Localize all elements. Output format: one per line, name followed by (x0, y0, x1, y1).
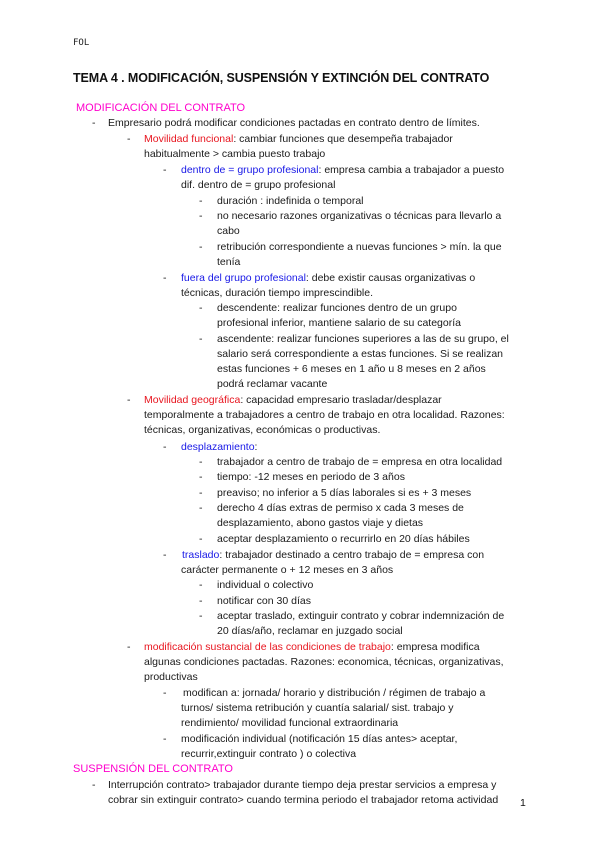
dentro-item-2-line-1: no necesario razones organizativas o técnicas para llevarlo a (217, 210, 502, 222)
sustancial-line-3: productivas (144, 671, 198, 683)
movilidad-geografica-line-1: Movilidad geográfica: capacidad empresario trasladar/desplazar (144, 394, 442, 406)
fuera-item-2-line-2: salario será correspondiente a estas funciones. Si se realizan (217, 348, 503, 360)
sustancial-line-2: algunas condiciones pactadas. Razones: economica, técnicas, organizativas, (144, 656, 504, 668)
dash-marker: - (127, 641, 131, 653)
dentro-grupo-line-2: dif. dentro de = grupo profesional (181, 179, 336, 191)
fuera-item-2-line-3: estas funciones + 6 meses en 1 año u 8 meses en 2 años (217, 363, 486, 375)
dash-marker: - (92, 779, 96, 791)
suspension-line-2: cobrar sin extinguir contrato> cuando termina periodo el trabajador retoma actividad (108, 794, 499, 806)
desplazamiento-item-4-line-1: derecho 4 días extras de permiso x cada 3 meses de (217, 502, 464, 514)
sustancial-item-2-line-2: recurrir,extinguir contrato ) o colectiva (181, 748, 357, 760)
header-tag: FOL (73, 38, 90, 48)
sustancial-item-1-line-2: turnos/ sistema retribución y cuantía salarial/ sist. trabajo y (181, 702, 454, 714)
sustancial-item-2-line-1: modificación individual (notificación 15 días antes> aceptar, (181, 733, 458, 745)
dash-marker: - (199, 456, 203, 468)
desplazamiento-item-2: tiempo: -12 meses en periodo de 3 años (217, 471, 405, 483)
dentro-item-2-line-2: cabo (217, 225, 240, 237)
dash-marker: - (199, 302, 203, 314)
movilidad-funcional-line-2: habitualmente > cambia puesto trabajo (144, 148, 326, 160)
dash-marker: - (92, 117, 96, 129)
dash-marker: - (163, 733, 167, 745)
sustancial-item-1-line-1: modifican a: jornada/ horario y distribución / régimen de trabajo a (183, 687, 486, 699)
sustancial-item-1-line-3: rendimiento/ movilidad funcional extraordinaria (181, 717, 399, 729)
dash-marker: - (199, 610, 203, 622)
sustancial-label: modificación sustancial de las condiciones de trabajo (144, 641, 391, 653)
fuera-grupo-label: fuera del grupo profesional (181, 272, 306, 284)
dash-marker: - (199, 502, 203, 514)
traslado-item-1: individual o colectivo (217, 579, 314, 591)
dash-marker: - (199, 195, 203, 207)
dash-marker: - (199, 579, 203, 591)
movilidad-geografica-label: Movilidad geográfica (144, 394, 241, 406)
fuera-grupo-line-2: técnicas, duración tiempo imprescindible. (181, 287, 374, 299)
dentro-grupo-label: dentro de = grupo profesional (181, 164, 319, 176)
fuera-item-1-line-1: descendente: realizar funciones dentro de un grupo (217, 302, 457, 314)
movilidad-funcional-label: Movilidad funcional (144, 133, 234, 145)
fuera-item-2-line-1: ascendente: realizar funciones superiores a las de su grupo, el (217, 333, 509, 345)
dash-marker: - (199, 333, 203, 345)
fuera-item-2-line-4: podrá reclamar vacante (217, 378, 328, 390)
dash-marker: - (163, 687, 167, 699)
page-title: TEMA 4 . MODIFICACIÓN, SUSPENSIÓN Y EXTINCIÓN DEL CONTRATO (73, 71, 490, 85)
dash-marker: - (163, 272, 167, 284)
section-heading-suspension: SUSPENSIÓN DEL CONTRATO (73, 763, 233, 775)
suspension-line-1: Interrupción contrato> trabajador durante tiempo deja prestar servicios a empresa y (108, 779, 497, 791)
dentro-grupo-line-1: dentro de = grupo profesional: empresa cambia a trabajador a puesto (181, 164, 505, 176)
desplazamiento-item-4-line-2: desplazamiento, abono gastos viaje y dietas (217, 517, 424, 529)
traslado-label: traslado (182, 549, 220, 561)
dash-marker: - (199, 471, 203, 483)
sustancial-line-1: modificación sustancial de las condiciones de trabajo: empresa modifica (144, 641, 480, 653)
movilidad-geografica-line-2: temporalmente a trabajadores a centro de trabajo en otra localidad. Razones: (144, 409, 505, 421)
dash-marker: - (199, 595, 203, 607)
section-heading-modificacion: MODIFICACIÓN DEL CONTRATO (76, 102, 246, 114)
dash-marker: - (199, 487, 203, 499)
traslado-line-1: traslado: trabajador destinado a centro trabajo de = empresa con (182, 549, 485, 561)
desplazamiento-item-5: aceptar desplazamiento o recurrirlo en 20 días hábiles (217, 533, 470, 545)
dentro-item-1: duración : indefinida o temporal (217, 195, 364, 207)
dash-marker: - (163, 164, 167, 176)
desplazamiento-item-1: trabajador a centro de trabajo de = empresa en otra localidad (217, 456, 503, 468)
page-number: 1 (520, 797, 526, 809)
dash-marker: - (127, 133, 131, 145)
traslado-line-2: carácter permanente o + 12 meses en 3 años (181, 564, 394, 576)
traslado-item-3-line-2: 20 días/año, reclamar en juzgado social (217, 625, 403, 637)
dentro-item-3-line-1: retribución correspondiente a nuevas funciones > mín. la que (217, 241, 502, 253)
fuera-grupo-line-1: fuera del grupo profesional: debe existir causas organizativas o (181, 272, 476, 284)
movilidad-geografica-line-3: técnicas, organizativas, económicas o productivas. (144, 424, 381, 436)
fuera-item-1-line-2: profesional inferior, mantiene salario de su categoría (217, 317, 461, 329)
movilidad-funcional-line-1: Movilidad funcional: cambiar funciones que desempeña trabajador (144, 133, 453, 145)
desplazamiento-item-3: preaviso; no inferior a 5 días laborales si es + 3 meses (217, 487, 472, 499)
dash-marker: - (127, 394, 131, 406)
traslado-item-2: notificar con 30 días (217, 595, 311, 607)
dash-marker: - (163, 441, 167, 453)
dash-marker: - (163, 549, 167, 561)
traslado-item-3-line-1: aceptar traslado, extinguir contrato y cobrar indemnización de (217, 610, 505, 622)
modificacion-intro: Empresario podrá modificar condiciones pactadas en contrato dentro de límites. (108, 117, 480, 129)
desplazamiento-label: desplazamiento (181, 441, 255, 453)
desplazamiento-line: desplazamiento: (181, 441, 258, 453)
dash-marker: - (199, 210, 203, 222)
dentro-item-3-line-2: tenía (217, 256, 241, 268)
dash-marker: - (199, 533, 203, 545)
dash-marker: - (199, 241, 203, 253)
